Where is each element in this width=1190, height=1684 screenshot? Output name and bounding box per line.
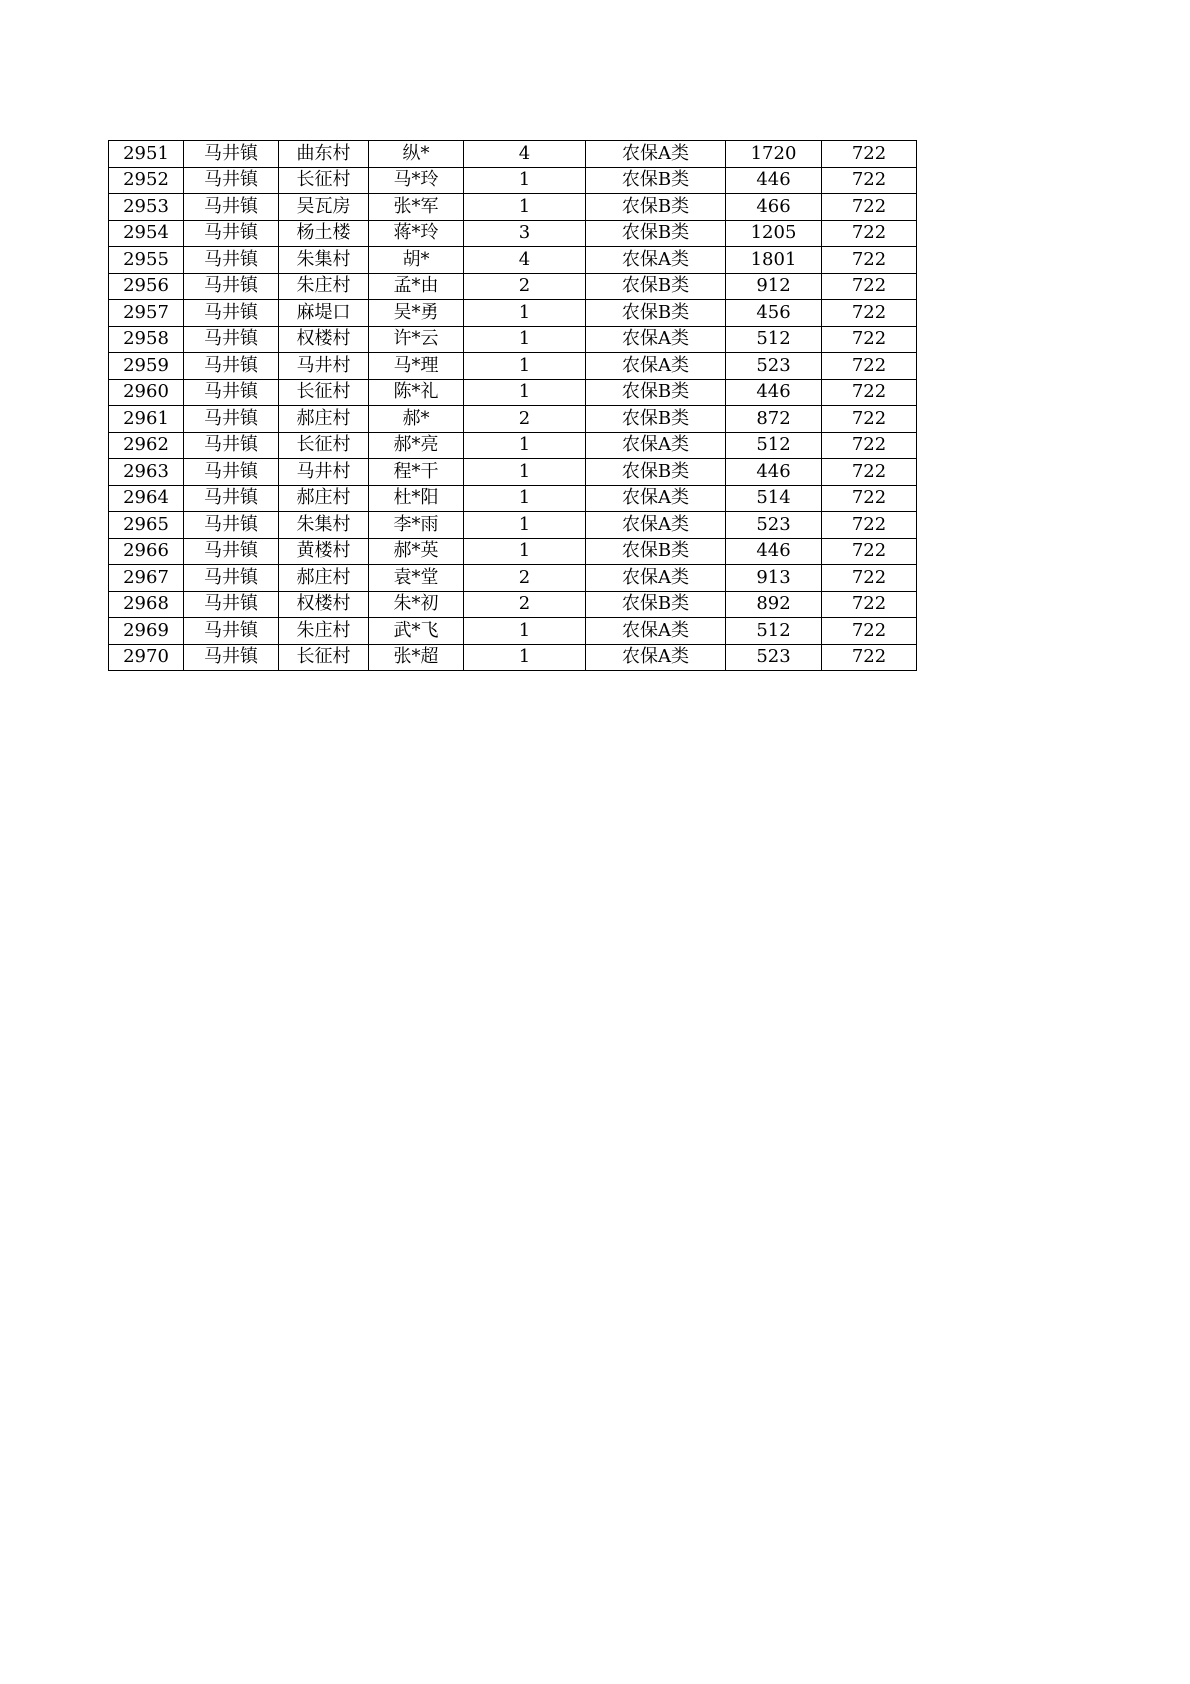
serial-cell: 2957 bbox=[109, 300, 184, 327]
table-row bbox=[109, 353, 917, 380]
amount-cell: 1801 bbox=[726, 247, 822, 274]
village-cell: 长征村 bbox=[279, 432, 369, 459]
amount-cell: 446 bbox=[726, 379, 822, 406]
village-cell: 郝庄村 bbox=[279, 406, 369, 433]
village-cell: 朱庄村 bbox=[279, 618, 369, 645]
insurance-type-cell: 农保A类 bbox=[586, 141, 726, 168]
amount-cell: 872 bbox=[726, 406, 822, 433]
insurance-type-cell: 农保B类 bbox=[586, 300, 726, 327]
standard-cell: 722 bbox=[822, 565, 917, 592]
table-row bbox=[109, 300, 917, 327]
standard-cell: 722 bbox=[822, 300, 917, 327]
village-cell: 朱集村 bbox=[279, 512, 369, 539]
household-size-cell: 1 bbox=[464, 485, 586, 512]
data-table bbox=[108, 140, 917, 671]
household-size-cell: 1 bbox=[464, 512, 586, 539]
household-size-cell: 4 bbox=[464, 247, 586, 274]
standard-cell: 722 bbox=[822, 273, 917, 300]
household-size-cell: 1 bbox=[464, 379, 586, 406]
serial-cell: 2968 bbox=[109, 591, 184, 618]
insurance-type-cell: 农保A类 bbox=[586, 618, 726, 645]
insurance-type-cell: 农保A类 bbox=[586, 247, 726, 274]
standard-cell: 722 bbox=[822, 432, 917, 459]
standard-cell: 722 bbox=[822, 485, 917, 512]
village-cell: 长征村 bbox=[279, 644, 369, 671]
table-row bbox=[109, 220, 917, 247]
table-row bbox=[109, 167, 917, 194]
standard-cell: 722 bbox=[822, 644, 917, 671]
name-cell: 郝*亮 bbox=[369, 432, 464, 459]
town-cell: 马井镇 bbox=[184, 565, 279, 592]
insurance-type-cell: 农保A类 bbox=[586, 644, 726, 671]
serial-cell: 2965 bbox=[109, 512, 184, 539]
serial-cell: 2951 bbox=[109, 141, 184, 168]
table-row bbox=[109, 565, 917, 592]
table-row bbox=[109, 194, 917, 221]
serial-cell: 2955 bbox=[109, 247, 184, 274]
household-size-cell: 1 bbox=[464, 644, 586, 671]
amount-cell: 456 bbox=[726, 300, 822, 327]
table-row bbox=[109, 485, 917, 512]
village-cell: 马井村 bbox=[279, 353, 369, 380]
standard-cell: 722 bbox=[822, 512, 917, 539]
serial-cell: 2967 bbox=[109, 565, 184, 592]
insurance-type-cell: 农保B类 bbox=[586, 459, 726, 486]
insurance-type-cell: 农保B类 bbox=[586, 167, 726, 194]
serial-cell: 2960 bbox=[109, 379, 184, 406]
name-cell: 纵* bbox=[369, 141, 464, 168]
town-cell: 马井镇 bbox=[184, 406, 279, 433]
town-cell: 马井镇 bbox=[184, 326, 279, 353]
standard-cell: 722 bbox=[822, 379, 917, 406]
table-row bbox=[109, 538, 917, 565]
village-cell: 长征村 bbox=[279, 167, 369, 194]
serial-cell: 2959 bbox=[109, 353, 184, 380]
serial-cell: 2962 bbox=[109, 432, 184, 459]
household-size-cell: 3 bbox=[464, 220, 586, 247]
name-cell: 胡* bbox=[369, 247, 464, 274]
serial-cell: 2952 bbox=[109, 167, 184, 194]
standard-cell: 722 bbox=[822, 353, 917, 380]
serial-cell: 2954 bbox=[109, 220, 184, 247]
name-cell: 孟*由 bbox=[369, 273, 464, 300]
insurance-type-cell: 农保A类 bbox=[586, 353, 726, 380]
amount-cell: 446 bbox=[726, 459, 822, 486]
town-cell: 马井镇 bbox=[184, 220, 279, 247]
name-cell: 许*云 bbox=[369, 326, 464, 353]
name-cell: 马*理 bbox=[369, 353, 464, 380]
amount-cell: 1720 bbox=[726, 141, 822, 168]
insurance-type-cell: 农保A类 bbox=[586, 565, 726, 592]
household-size-cell: 2 bbox=[464, 565, 586, 592]
amount-cell: 512 bbox=[726, 326, 822, 353]
amount-cell: 892 bbox=[726, 591, 822, 618]
town-cell: 马井镇 bbox=[184, 194, 279, 221]
household-size-cell: 1 bbox=[464, 353, 586, 380]
table-row bbox=[109, 273, 917, 300]
town-cell: 马井镇 bbox=[184, 618, 279, 645]
insurance-type-cell: 农保A类 bbox=[586, 485, 726, 512]
village-cell: 朱集村 bbox=[279, 247, 369, 274]
name-cell: 蒋*玲 bbox=[369, 220, 464, 247]
village-cell: 郝庄村 bbox=[279, 565, 369, 592]
town-cell: 马井镇 bbox=[184, 273, 279, 300]
village-cell: 朱庄村 bbox=[279, 273, 369, 300]
town-cell: 马井镇 bbox=[184, 485, 279, 512]
name-cell: 陈*礼 bbox=[369, 379, 464, 406]
household-size-cell: 1 bbox=[464, 538, 586, 565]
village-cell: 杨土楼 bbox=[279, 220, 369, 247]
name-cell: 程*干 bbox=[369, 459, 464, 486]
town-cell: 马井镇 bbox=[184, 247, 279, 274]
standard-cell: 722 bbox=[822, 538, 917, 565]
insurance-type-cell: 农保B类 bbox=[586, 406, 726, 433]
household-size-cell: 2 bbox=[464, 591, 586, 618]
village-cell: 吴瓦房 bbox=[279, 194, 369, 221]
serial-cell: 2969 bbox=[109, 618, 184, 645]
table-row bbox=[109, 379, 917, 406]
name-cell: 吴*勇 bbox=[369, 300, 464, 327]
amount-cell: 446 bbox=[726, 167, 822, 194]
amount-cell: 512 bbox=[726, 618, 822, 645]
name-cell: 李*雨 bbox=[369, 512, 464, 539]
serial-cell: 2964 bbox=[109, 485, 184, 512]
insurance-type-cell: 农保B类 bbox=[586, 538, 726, 565]
town-cell: 马井镇 bbox=[184, 353, 279, 380]
standard-cell: 722 bbox=[822, 618, 917, 645]
standard-cell: 722 bbox=[822, 406, 917, 433]
insurance-type-cell: 农保A类 bbox=[586, 512, 726, 539]
table-row bbox=[109, 591, 917, 618]
standard-cell: 722 bbox=[822, 591, 917, 618]
town-cell: 马井镇 bbox=[184, 300, 279, 327]
name-cell: 张*军 bbox=[369, 194, 464, 221]
village-cell: 麻堤口 bbox=[279, 300, 369, 327]
amount-cell: 523 bbox=[726, 644, 822, 671]
table-row bbox=[109, 141, 917, 168]
name-cell: 马*玲 bbox=[369, 167, 464, 194]
household-size-cell: 1 bbox=[464, 326, 586, 353]
table-row bbox=[109, 247, 917, 274]
household-size-cell: 1 bbox=[464, 459, 586, 486]
name-cell: 杜*阳 bbox=[369, 485, 464, 512]
town-cell: 马井镇 bbox=[184, 591, 279, 618]
name-cell: 郝*英 bbox=[369, 538, 464, 565]
village-cell: 黄楼村 bbox=[279, 538, 369, 565]
amount-cell: 523 bbox=[726, 353, 822, 380]
insurance-type-cell: 农保B类 bbox=[586, 220, 726, 247]
insurance-type-cell: 农保B类 bbox=[586, 273, 726, 300]
village-cell: 长征村 bbox=[279, 379, 369, 406]
town-cell: 马井镇 bbox=[184, 432, 279, 459]
standard-cell: 722 bbox=[822, 141, 917, 168]
amount-cell: 523 bbox=[726, 512, 822, 539]
serial-cell: 2961 bbox=[109, 406, 184, 433]
standard-cell: 722 bbox=[822, 459, 917, 486]
household-size-cell: 1 bbox=[464, 194, 586, 221]
town-cell: 马井镇 bbox=[184, 538, 279, 565]
insurance-type-cell: 农保B类 bbox=[586, 591, 726, 618]
amount-cell: 512 bbox=[726, 432, 822, 459]
table-row bbox=[109, 644, 917, 671]
town-cell: 马井镇 bbox=[184, 512, 279, 539]
standard-cell: 722 bbox=[822, 167, 917, 194]
town-cell: 马井镇 bbox=[184, 459, 279, 486]
table-row bbox=[109, 618, 917, 645]
town-cell: 马井镇 bbox=[184, 644, 279, 671]
serial-cell: 2963 bbox=[109, 459, 184, 486]
amount-cell: 913 bbox=[726, 565, 822, 592]
table-body bbox=[109, 141, 917, 671]
amount-cell: 446 bbox=[726, 538, 822, 565]
insurance-type-cell: 农保B类 bbox=[586, 379, 726, 406]
town-cell: 马井镇 bbox=[184, 379, 279, 406]
household-size-cell: 1 bbox=[464, 432, 586, 459]
name-cell: 郝* bbox=[369, 406, 464, 433]
serial-cell: 2956 bbox=[109, 273, 184, 300]
town-cell: 马井镇 bbox=[184, 167, 279, 194]
household-size-cell: 1 bbox=[464, 167, 586, 194]
amount-cell: 1205 bbox=[726, 220, 822, 247]
standard-cell: 722 bbox=[822, 326, 917, 353]
village-cell: 马井村 bbox=[279, 459, 369, 486]
table-row bbox=[109, 406, 917, 433]
standard-cell: 722 bbox=[822, 220, 917, 247]
serial-cell: 2970 bbox=[109, 644, 184, 671]
village-cell: 权楼村 bbox=[279, 591, 369, 618]
town-cell: 马井镇 bbox=[184, 141, 279, 168]
name-cell: 张*超 bbox=[369, 644, 464, 671]
household-size-cell: 2 bbox=[464, 273, 586, 300]
village-cell: 曲东村 bbox=[279, 141, 369, 168]
amount-cell: 912 bbox=[726, 273, 822, 300]
table-row bbox=[109, 512, 917, 539]
serial-cell: 2958 bbox=[109, 326, 184, 353]
village-cell: 权楼村 bbox=[279, 326, 369, 353]
serial-cell: 2966 bbox=[109, 538, 184, 565]
insurance-type-cell: 农保A类 bbox=[586, 326, 726, 353]
standard-cell: 722 bbox=[822, 194, 917, 221]
village-cell: 郝庄村 bbox=[279, 485, 369, 512]
amount-cell: 466 bbox=[726, 194, 822, 221]
name-cell: 袁*堂 bbox=[369, 565, 464, 592]
insurance-type-cell: 农保A类 bbox=[586, 432, 726, 459]
household-size-cell: 1 bbox=[464, 300, 586, 327]
serial-cell: 2953 bbox=[109, 194, 184, 221]
name-cell: 武*飞 bbox=[369, 618, 464, 645]
household-size-cell: 1 bbox=[464, 618, 586, 645]
household-size-cell: 2 bbox=[464, 406, 586, 433]
table-row bbox=[109, 432, 917, 459]
table-row bbox=[109, 326, 917, 353]
amount-cell: 514 bbox=[726, 485, 822, 512]
table-row bbox=[109, 459, 917, 486]
standard-cell: 722 bbox=[822, 247, 917, 274]
name-cell: 朱*初 bbox=[369, 591, 464, 618]
insurance-type-cell: 农保B类 bbox=[586, 194, 726, 221]
household-size-cell: 4 bbox=[464, 141, 586, 168]
